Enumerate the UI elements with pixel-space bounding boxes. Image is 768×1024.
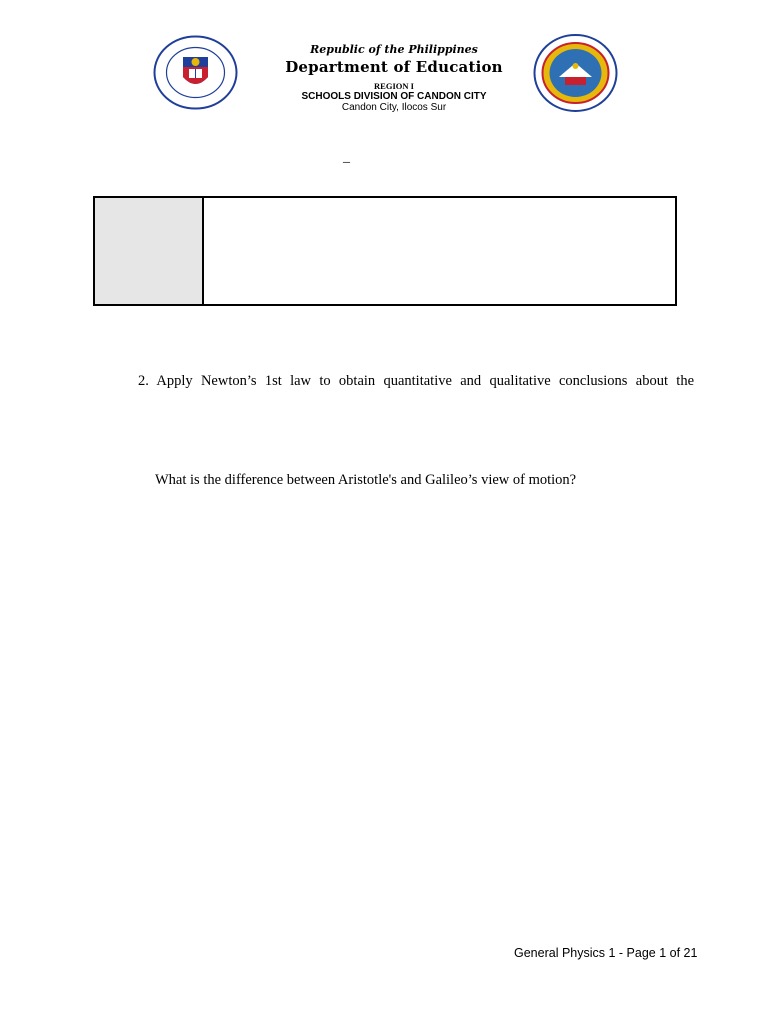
numbered-item-2 — [138, 373, 694, 390]
department-heading: Department of Education — [285, 58, 503, 76]
objectives-table — [93, 196, 677, 306]
region-label: REGION I — [374, 81, 414, 91]
table-shaded-cell — [95, 198, 204, 304]
page-footer: General Physics 1 - Page 1 of 21 — [514, 946, 698, 960]
city-label: Candon City, Ilocos Sur — [341, 102, 447, 113]
division-label: SCHOOLS DIVISION OF CANDON CITY — [301, 91, 487, 102]
item-text: Apply Newton’s 1st law to obtain quantitative and qualitative conclusions about the — [156, 373, 695, 389]
question-text: What is the difference between Aristotle's and Galileo’s view of motion? — [155, 472, 577, 488]
item-number: 2. — [138, 373, 149, 389]
table-content-cell — [204, 198, 675, 304]
republic-heading: Republic of the Philippines — [310, 43, 478, 56]
dash-mark: _ — [343, 150, 350, 165]
